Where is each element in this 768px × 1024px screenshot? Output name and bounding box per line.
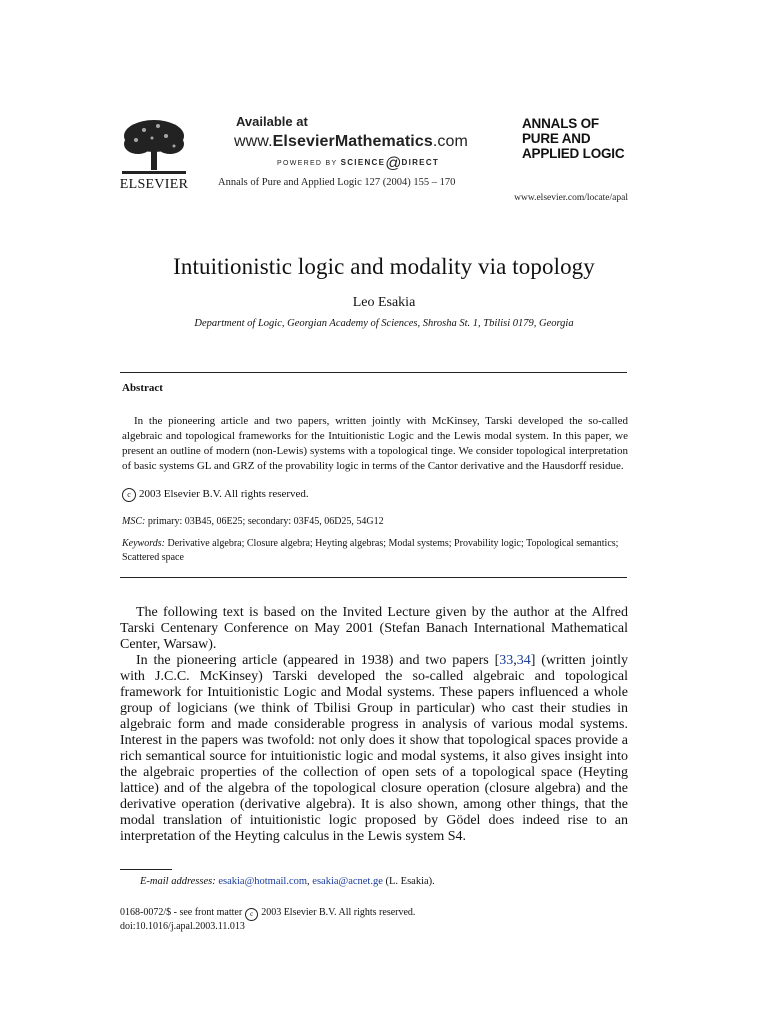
powered-by-label: POWERED BY [277,160,338,167]
site-suffix: .com [432,133,468,150]
article-author: Leo Esakia [352,295,416,310]
science-label: SCIENCE [340,158,386,167]
copyright-text: 2003 Elsevier B.V. All rights reserved. [139,488,309,500]
email-link-acnet[interactable]: esakia@acnet.ge [312,876,383,887]
email-link-hotmail[interactable]: esakia@hotmail.com [218,876,308,887]
keywords-list: Derivative algebra; Closure algebra; Heyting algebras; Modal systems; Provability logic; Topological semantics; Scattered space [122,538,619,563]
body-paragraph-2-start: In the pioneering article (appeared in 1938) and two papers [ [136,653,500,668]
citation-link-33[interactable]: 33 [499,653,514,668]
issn-line [120,907,415,921]
publisher-logo-text: ELSEVIER [119,177,189,192]
site-bold: ElsevierMathematics [272,133,433,150]
journal-url-link[interactable]: www.elsevier.com/locate/apal [514,193,628,203]
elsevier-tree-logo-icon [118,116,190,178]
copyright-icon: c [245,908,258,921]
site-banner[interactable] [234,133,468,151]
msc-label: MSC: [122,516,146,527]
body-paragraph-1: The following text is based on the Invited Lecture given by the author at the Alfred Tarski Centenary Conference on May 2001 (Stefan Banach International Mathematical Center, Warsaw). [120,605,628,652]
abstract-body [122,414,628,474]
available-at-label: Available at [236,114,308,129]
copyright-icon: c [122,488,136,502]
article-title: Intuitionistic logic and modality via topology [173,254,595,279]
direct-label: DIRECT [401,158,440,167]
sciencedirect-at-icon: @ [385,155,402,172]
abstract-top-divider [120,372,627,373]
abstract-bottom-divider [120,577,627,578]
abstract-copyright [122,488,309,502]
keywords-block [122,537,628,565]
doi-link[interactable]: doi:10.1016/j.apal.2003.11.013 [120,921,245,932]
site-prefix: www. [234,133,273,150]
issn-prefix: 0168-0072/$ - see front matter [120,907,243,918]
journal-name-line: APPLIED LOGIC [522,146,625,161]
abstract-heading: Abstract [122,382,163,394]
email-owner: (L. Esakia). [382,876,435,887]
msc-codes: primary: 03B45, 06E25; secondary: 03F45, 06D25, 54G12 [147,516,384,527]
footnote-divider [120,869,172,870]
body-paragraph-2 [120,653,628,845]
citation-link-34[interactable]: 34 [516,653,531,668]
body-paragraph-2-end: ] (written jointly with J.C.C. McKinsey) Tarski developed the so-called algebraic and topological framework for Intuitionistic Logic and Modal systems. These papers influenced a whole group of logicians (we think of Tbilisi Group in particular) who cast their studies in algebraic form and made considerable progress in analysis of various modal systems. Interest in the papers was twofold: not only does it show that topological spaces provide a rich semantical source for intuitionistic logic and modal systems, it also gives insight into the algebraic properties of the collection of open sets of a topological space (Heyting lattice) and of the algebra of the topological closure operation (closure algebra) and the derivative operation (derivative algebra). It is also shown, among other things, that the modal translation of intuitionistic logic proposed by Gödel does indeed rise to an interpretation of the Heyting calculus in the Lewis system S4. [120,653,628,844]
keywords-label: Keywords: [122,538,165,549]
abstract-paragraph: In the pioneering article and two papers, written jointly with McKinsey, Tarski developed the so-called algebraic and topological frameworks for the Intuitionistic Logic and the Lewis modal system. In this paper, we present an outline of modern (non-Lewis) systems with a topological tinge. We consider topological interpretation of basic systems GL and GRZ of the provability logic in terms of the Cantor derivative and the Hausdorff residue. [122,415,628,472]
email-separator: , [307,876,313,887]
article-body [120,605,628,845]
journal-name-line: PURE AND [522,131,591,146]
msc-classification [122,516,384,527]
powered-by-line [277,155,439,173]
author-affiliation: Department of Logic, Georgian Academy of Sciences, Shrosha St. 1, Tbilisi 0179, Georgia [194,318,574,329]
journal-name-logo [522,116,632,161]
journal-name-line: ANNALS OF [522,116,599,131]
email-footnote [140,876,435,887]
issn-suffix: 2003 Elsevier B.V. All rights reserved. [261,907,416,918]
journal-reference: Annals of Pure and Applied Logic 127 (2004) 155 – 170 [218,177,456,188]
citation-separator: , [513,653,517,668]
email-label: E-mail addresses: [140,876,216,887]
